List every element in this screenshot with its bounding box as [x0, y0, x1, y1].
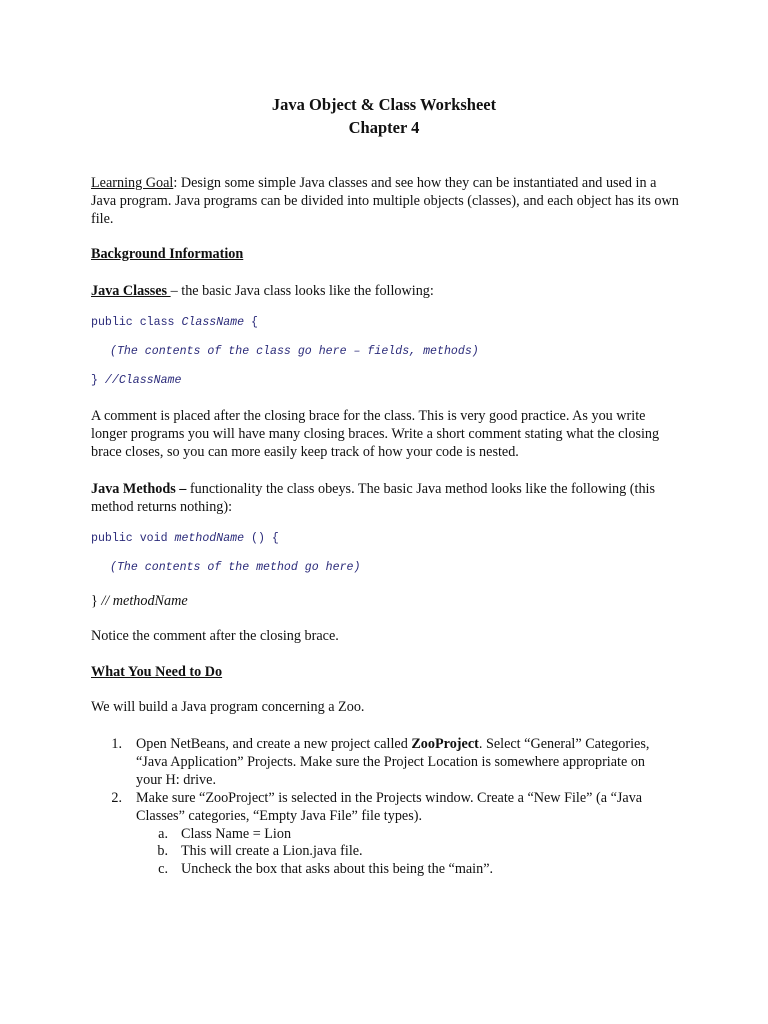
list-item-text: Make sure “ZooProject” is selected in the Projects window. Create a “New File” (a “Java Classes” categories, “Empty Java File” file types). [136, 790, 643, 824]
java-methods-paragraph [91, 480, 681, 516]
java-methods-text: functionality the class obeys. The basic Java method looks like the following (this method returns nothing): [91, 481, 655, 515]
learning-goal-text: : Design some simple Java classes and see how they can be instantiated and used in a Java program. Java programs can be divided into multiple objects (classes), and each object has its own file. [91, 175, 679, 227]
code1-line2: (The contents of the class go here – fields, methods) [110, 345, 479, 358]
sublist-item-letter: c. [158, 861, 168, 877]
sublist-item-letter: b. [157, 843, 168, 859]
java-methods-label: Java Methods – [91, 481, 190, 497]
todo-intro: We will build a Java program concerning a Zoo. [91, 699, 365, 715]
list-item-number: 2. [111, 790, 122, 806]
list-item-text: Open NetBeans, and create a new project called ZooProject. Select “General” Categories, “Java Application” Projects. Make sure the Project Location is somewhere appropriate on your H: drive. [136, 736, 650, 788]
sublist-item-text: Class Name = Lion [181, 826, 292, 842]
code2-line3: } // methodName [91, 593, 188, 609]
learning-goal-label: Learning Goal [91, 175, 174, 191]
background-heading: Background Information [91, 246, 244, 262]
sublist-item-text: Uncheck the box that asks about this being the “main”. [181, 861, 494, 877]
java-classes-text: – the basic Java class looks like the following: [170, 283, 434, 299]
java-classes-paragraph [91, 282, 681, 300]
code1-line3: } //ClassName [91, 374, 182, 387]
sublist-item-letter: a. [158, 826, 168, 842]
code2-line1: public void methodName () { [91, 532, 279, 545]
code2-line2: (The contents of the method go here) [110, 561, 361, 574]
chapter-title: Chapter 4 [348, 118, 420, 137]
notice-paragraph: Notice the comment after the closing brace. [91, 628, 339, 644]
list-item-number: 1. [111, 736, 122, 752]
document-title: Java Object & Class Worksheet [271, 95, 497, 114]
comment-paragraph: A comment is placed after the closing brace for the class. This is very good practice. As you write longer programs you will have many closing braces. Write a short comment stating what the closing brace closes, so you can more easily keep track of how your code is nested. [91, 408, 660, 460]
todo-heading: What You Need to Do [91, 664, 223, 680]
sublist-item-text: This will create a Lion.java file. [181, 843, 363, 859]
java-classes-label: Java Classes [91, 283, 171, 299]
code1-line1: public class ClassName { [91, 316, 258, 329]
learning-goal-paragraph [91, 174, 681, 228]
